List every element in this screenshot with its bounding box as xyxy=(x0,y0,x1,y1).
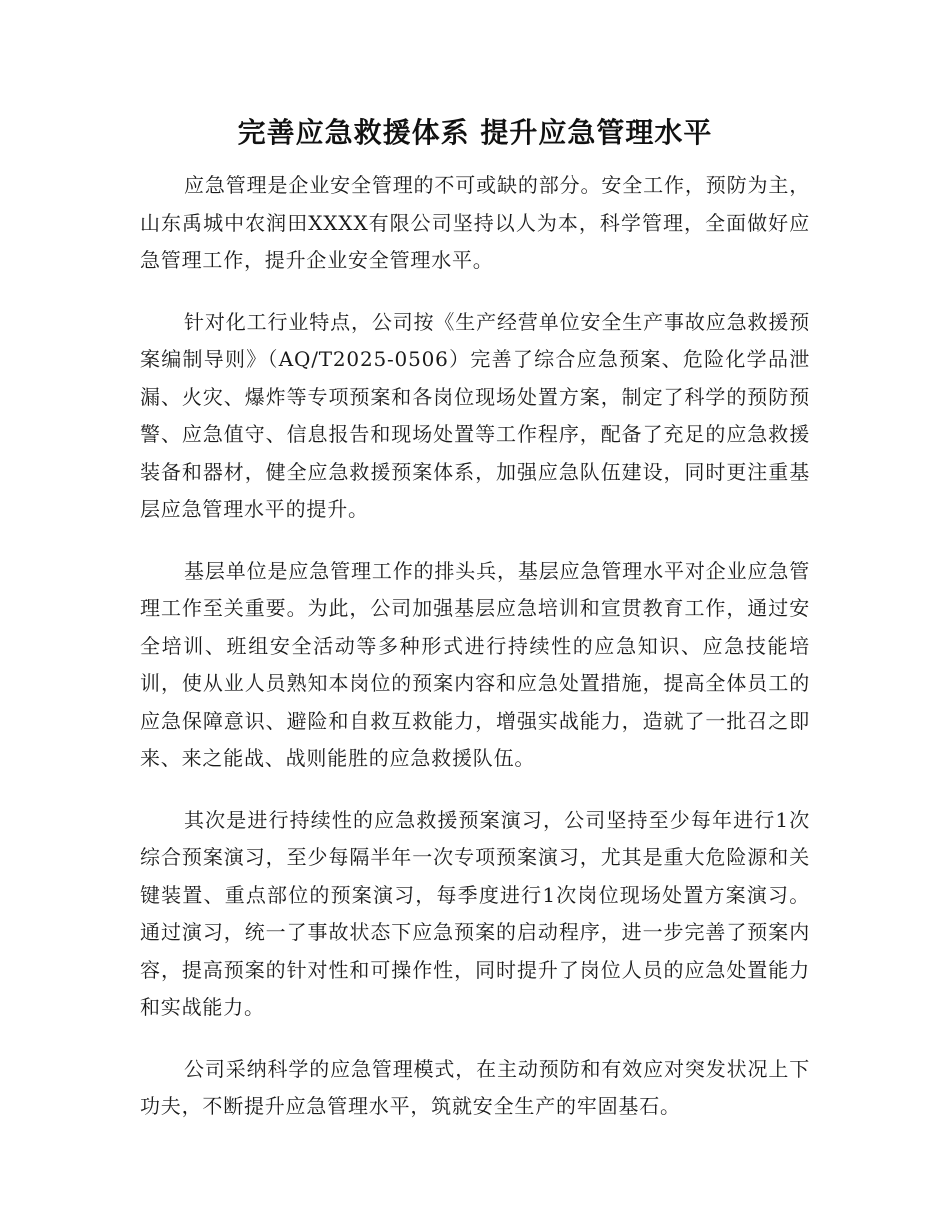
paragraph-4: 其次是进行持续性的应急救援预案演习，公司坚持至少每年进行1次综合预案演习，至少每隔半年一次专项预案演习，尤其是重大危险源和关键装置、重点部位的预案演习，每季度进行1次岗位现场处置方案演习。通过演习，统一了事故状态下应急预案的启动程序，进一步完善了预案内容，提高预案的针对性和可操作性，同时提升了岗位人员的应急处置能力和实战能力。 xyxy=(140,807,810,1019)
paragraph-2: 针对化工行业特点，公司按《生产经营单位安全生产事故应急救援预案编制导则》（AQ/T2025-0506）完善了综合应急预案、危险化学品泄漏、火灾、爆炸等专项预案和各岗位现场处置方案，制定了科学的预防预警、应急值守、信息报告和现场处置等工作程序，配备了充足的应急救援装备和器材，健全应急救援预案体系，加强应急队伍建设，同时更注重基层应急管理水平的提升。 xyxy=(140,309,810,521)
paragraph-3: 基层单位是应急管理工作的排头兵，基层应急管理水平对企业应急管理工作至关重要。为此，公司加强基层应急培训和宣贯教育工作，通过安全培训、班组安全活动等多种形式进行持续性的应急知识、应急技能培训，使从业人员熟知本岗位的预案内容和应急处置措施，提高全体员工的应急保障意识、避险和自救互救能力，增强实战能力，造就了一批召之即来、来之能战、战则能胜的应急救援队伍。 xyxy=(140,558,810,770)
document-title: 完善应急救援体系 提升应急管理水平 xyxy=(237,116,713,149)
paragraph-1: 应急管理是企业安全管理的不可或缺的部分。安全工作，预防为主，山东禹城中农润田XXXX有限公司坚持以人为本，科学管理，全面做好应急管理工作，提升企业安全管理水平。 xyxy=(140,173,810,272)
paragraph-5: 公司采纳科学的应急管理模式，在主动预防和有效应对突发状况上下功夫，不断提升应急管理水平，筑就安全生产的牢固基石。 xyxy=(140,1056,810,1118)
